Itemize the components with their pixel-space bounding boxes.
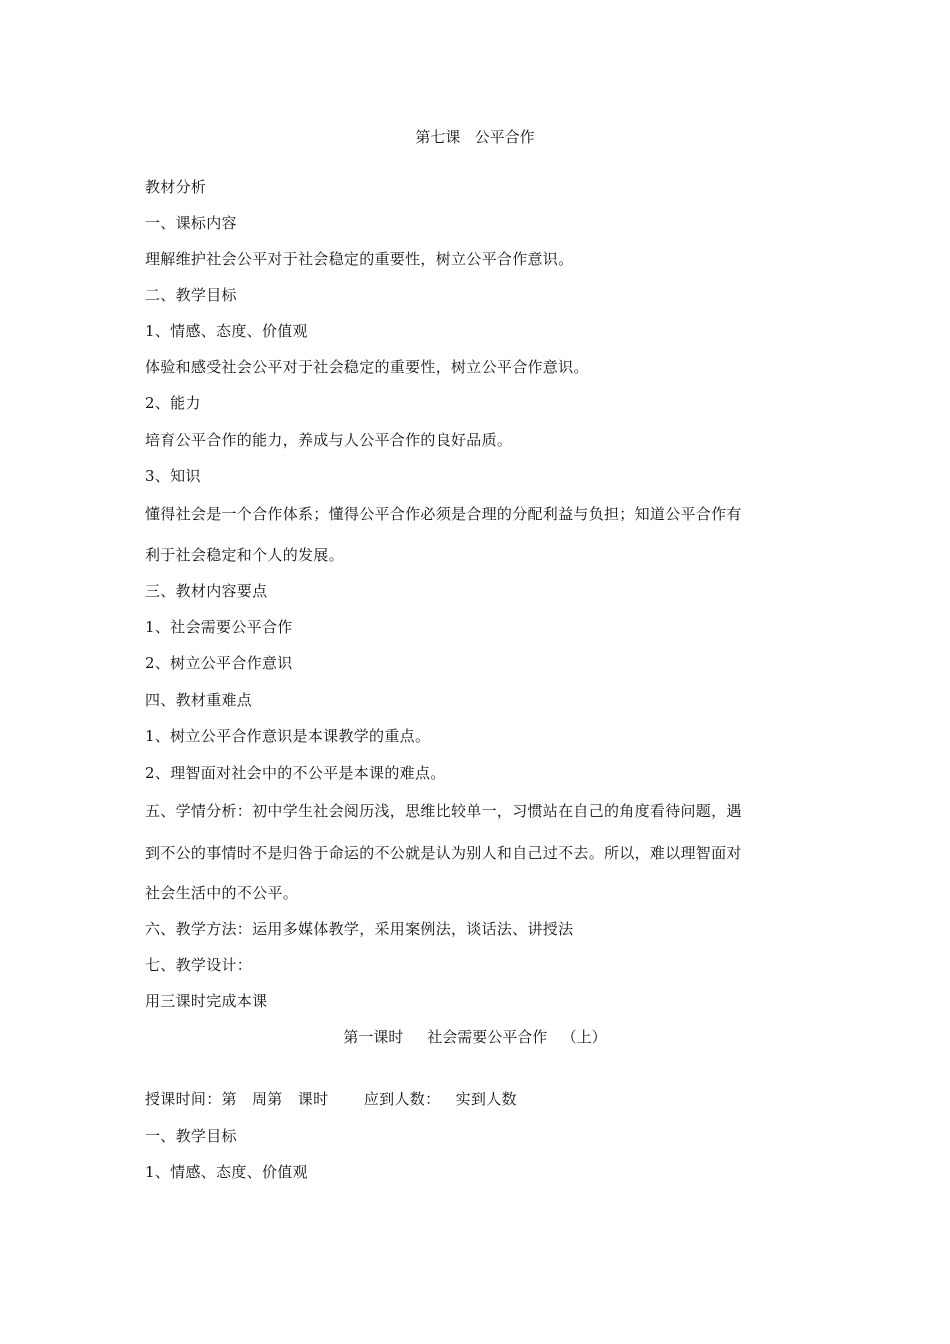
list-item: 2、树立公平合作意识 [145, 654, 293, 672]
heading-goals: 二、教学目标 [145, 286, 237, 304]
paragraph: 到不公的事情时不是归咎于命运的不公就是认为别人和自己过不去。所以，难以理智面对 [145, 844, 742, 862]
class-info: 授课时间：第 周第 课时 应到人数： 实到人数 [145, 1090, 517, 1108]
section-title: 第一课时 社会需要公平合作 （上） [343, 1028, 607, 1046]
list-item: 1、社会需要公平合作 [145, 618, 293, 636]
list-item: 1、树立公平合作意识是本课教学的重点。 [145, 727, 431, 745]
heading-design: 七、教学设计： [145, 956, 253, 974]
paragraph: 体验和感受社会公平对于社会稳定的重要性，树立公平合作意识。 [145, 358, 589, 376]
subheading: 2、能力 [145, 394, 201, 412]
paragraph: 社会生活中的不公平。 [145, 884, 299, 902]
heading-difficulties: 四、教材重难点 [145, 691, 253, 709]
paragraph: 利于社会稳定和个人的发展。 [145, 546, 344, 564]
heading-key-points: 三、教材内容要点 [145, 582, 268, 600]
heading-goals: 一、教学目标 [145, 1127, 237, 1145]
heading-standard: 一、课标内容 [145, 214, 237, 232]
paragraph: 懂得社会是一个合作体系；懂得公平合作必须是合理的分配利益与负担；知道公平合作有 [145, 505, 742, 523]
subheading: 1、情感、态度、价值观 [145, 322, 308, 340]
paragraph: 理解维护社会公平对于社会稳定的重要性，树立公平合作意识。 [145, 250, 574, 268]
paragraph: 用三课时完成本课 [145, 992, 268, 1010]
paragraph: 五、学情分析：初中学生社会阅历浅，思维比较单一，习惯站在自己的角度看待问题，遇 [145, 802, 742, 820]
list-item: 2、理智面对社会中的不公平是本课的难点。 [145, 764, 446, 782]
subheading: 3、知识 [145, 467, 201, 485]
subheading: 1、情感、态度、价值观 [145, 1163, 308, 1181]
heading-analysis: 教材分析 [145, 178, 207, 196]
paragraph: 六、教学方法：运用多媒体教学，采用案例法，谈话法、讲授法 [145, 920, 574, 938]
document-title: 第七课 公平合作 [415, 128, 535, 146]
paragraph: 培育公平合作的能力，养成与人公平合作的良好品质。 [145, 431, 513, 449]
